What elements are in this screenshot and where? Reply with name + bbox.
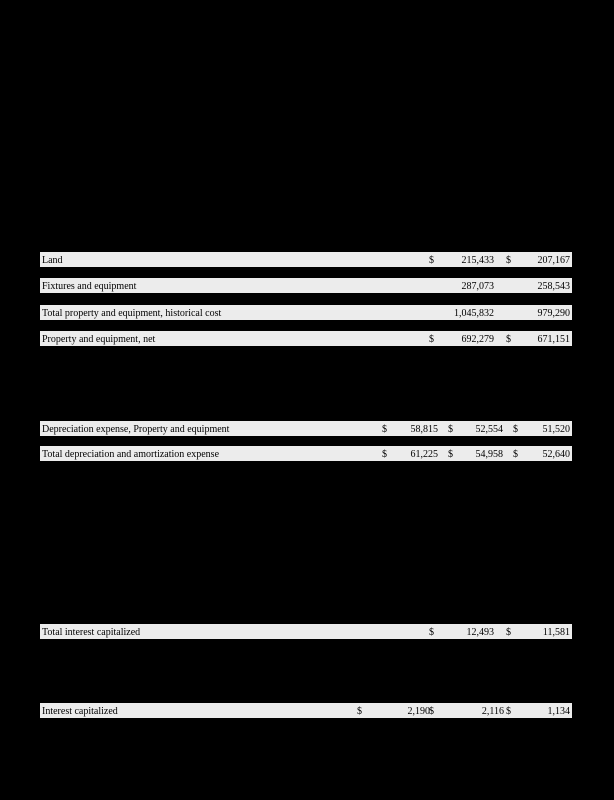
table-row-total-interest-capitalized (40, 624, 572, 640)
value-year-2: 54,958 (475, 449, 503, 460)
value-prior-year: 207,167 (537, 255, 570, 266)
value-current-year: 1,045,832 (454, 308, 494, 319)
currency-symbol: $ (382, 449, 387, 460)
currency-symbol: $ (429, 706, 434, 717)
row-label: Total interest capitalized (42, 627, 141, 638)
row-label: Land (42, 255, 63, 266)
currency-symbol: $ (506, 334, 511, 345)
table-row-total-historical-cost (40, 305, 572, 321)
table-row-total-depreciation (40, 446, 572, 462)
value-prior-year: 11,581 (542, 627, 570, 638)
value-current-year: 287,073 (461, 281, 494, 292)
currency-symbol: $ (382, 424, 387, 435)
table-row-land (40, 252, 572, 268)
table-row-depreciation-expense (40, 421, 572, 437)
currency-symbol: $ (513, 449, 518, 460)
table-row-fixtures (40, 278, 572, 294)
value-prior-year: 671,151 (537, 334, 570, 345)
value-current-year: 12,493 (466, 627, 494, 638)
currency-symbol: $ (429, 255, 434, 266)
value-year-1: 2,190 (407, 706, 430, 717)
value-current-year: 215,433 (461, 255, 494, 266)
currency-symbol: $ (429, 627, 434, 638)
row-label: Total property and equipment, historical cost (42, 308, 222, 319)
currency-symbol: $ (357, 706, 362, 717)
value-year-2: 2,116 (481, 706, 504, 717)
value-prior-year: 979,290 (537, 308, 570, 319)
value-year-1: 58,815 (410, 424, 438, 435)
value-year-3: 1,134 (547, 706, 570, 717)
table-row-interest-capitalized (40, 703, 572, 719)
currency-symbol: $ (429, 334, 434, 345)
currency-symbol: $ (513, 424, 518, 435)
currency-symbol: $ (448, 449, 453, 460)
value-year-2: 52,554 (475, 424, 503, 435)
row-label: Total depreciation and amortization expense (42, 449, 220, 460)
currency-symbol: $ (506, 627, 511, 638)
row-label: Depreciation expense, Property and equipment (42, 424, 230, 435)
currency-symbol: $ (448, 424, 453, 435)
row-label: Property and equipment, net (42, 334, 156, 345)
row-label: Fixtures and equipment (42, 281, 137, 292)
value-year-1: 61,225 (410, 449, 438, 460)
value-year-3: 51,520 (542, 424, 570, 435)
table-row-property-net (40, 331, 572, 347)
row-label: Interest capitalized (42, 706, 118, 717)
value-prior-year: 258,543 (537, 281, 570, 292)
currency-symbol: $ (506, 706, 511, 717)
currency-symbol: $ (506, 255, 511, 266)
value-year-3: 52,640 (542, 449, 570, 460)
value-current-year: 692,279 (461, 334, 494, 345)
